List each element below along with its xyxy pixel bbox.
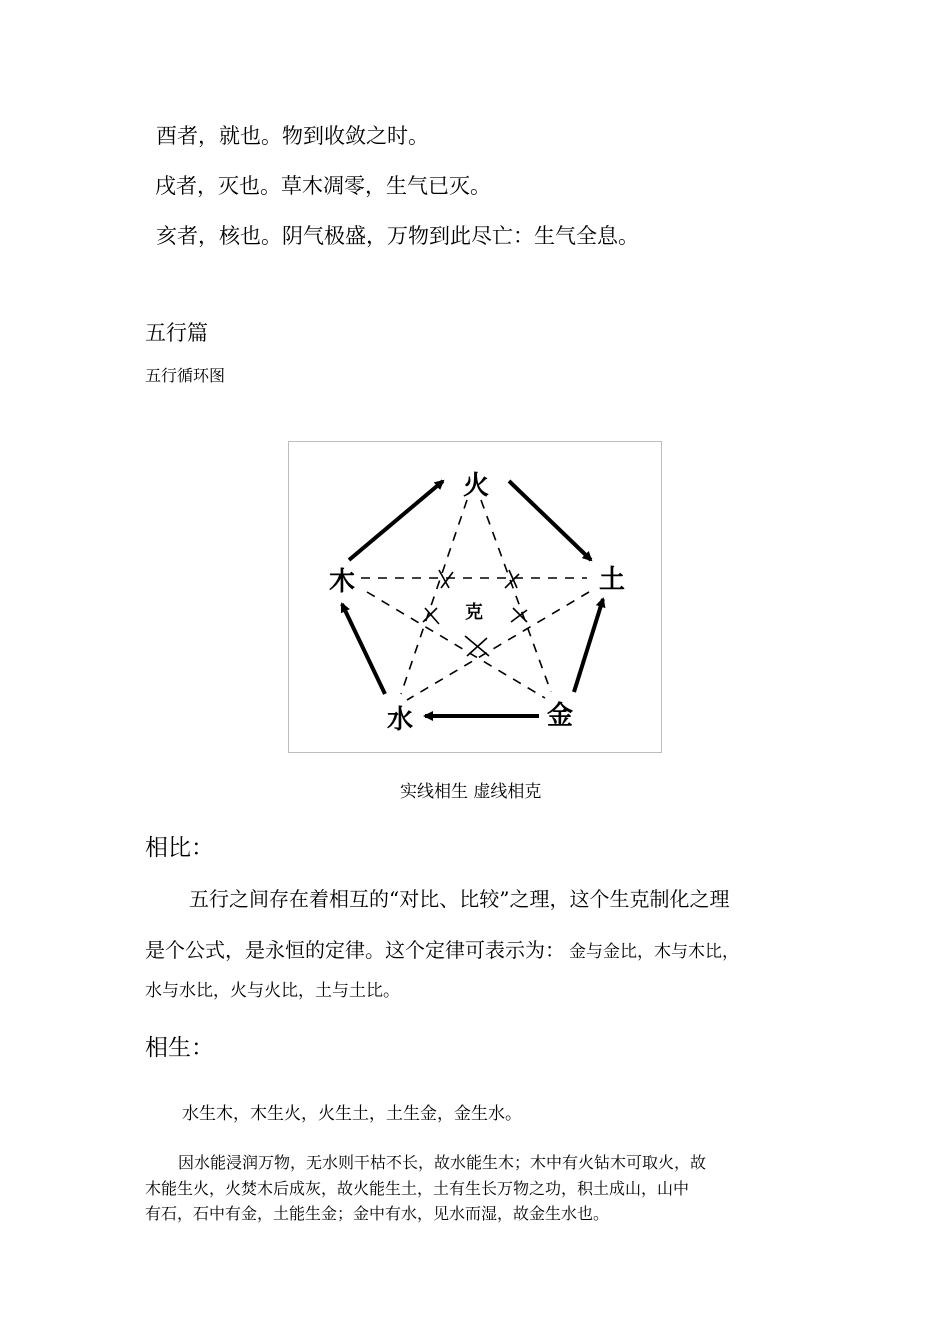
dash-fire-water (401, 500, 467, 694)
xiangsheng-summary: 水生木，木生火，火生土，土生金，金生水。 (182, 1104, 522, 1124)
dash-earth-water (407, 592, 589, 700)
intro-line-you: 酉者，就也。物到收敛之时。 (156, 124, 429, 148)
diagram-caption: 实线相生 虚线相克 (400, 782, 542, 802)
node-earth: 土 (599, 565, 626, 595)
arrow-water-to-wood (342, 604, 385, 694)
arrow-metal-to-earth (574, 599, 603, 692)
node-wood: 木 (329, 567, 356, 597)
node-fire: 火 (463, 471, 490, 501)
generating-arrows (342, 481, 603, 716)
arrow-wood-to-fire (349, 481, 443, 560)
node-water: 水 (387, 705, 414, 735)
xiangbi-para-line2-tail: 金与金比，木与木比， (569, 942, 739, 962)
xiangbi-para-line1: 五行之间存在着相互的“对比、比较”之理，这个生克制化之理 (189, 887, 730, 911)
controlling-lines (361, 500, 589, 700)
xiangbi-para-line3: 水与水比，火与火比，土与土比。 (145, 981, 400, 1001)
five-elements-svg (289, 442, 663, 754)
xiangsheng-explain-line2: 木能生火，火焚木后成灰，故火能生土，土有生长万物之功，积土成山，山中 (145, 1179, 690, 1198)
arrow-fire-to-earth (509, 481, 591, 560)
intro-line-hai: 亥者，核也。阴气极盛，万物到此尽亡：生气全息。 (156, 224, 639, 248)
center-ke-glyph: 克 (465, 602, 483, 623)
dash-wood-metal (367, 592, 545, 698)
xiangsheng-explain-line3: 有石，石中有金，土能生金；金中有水，见水而湿，故金生水也。 (145, 1204, 610, 1223)
xiangbi-heading: 相比： (145, 835, 214, 861)
dash-fire-metal (481, 500, 551, 692)
xiangbi-para-line2-main: 是个公式，是永恒的定律。这个定律可表示为： (145, 938, 565, 962)
xiangsheng-explain-line1: 因水能浸润万物，无水则干枯不长，故水能生木；木中有火钻木可取火，故 (178, 1153, 707, 1172)
diagram-title: 五行循环图 (145, 366, 226, 385)
section-title: 五行篇 (145, 321, 208, 345)
intro-line-xu: 戌者，灭也。草木凋零，生气已灭。 (155, 174, 491, 198)
xiangbi-para-line2 (145, 940, 739, 961)
five-elements-diagram (288, 441, 662, 753)
xiangsheng-heading: 相生： (145, 1035, 214, 1061)
node-metal: 金 (547, 701, 574, 731)
